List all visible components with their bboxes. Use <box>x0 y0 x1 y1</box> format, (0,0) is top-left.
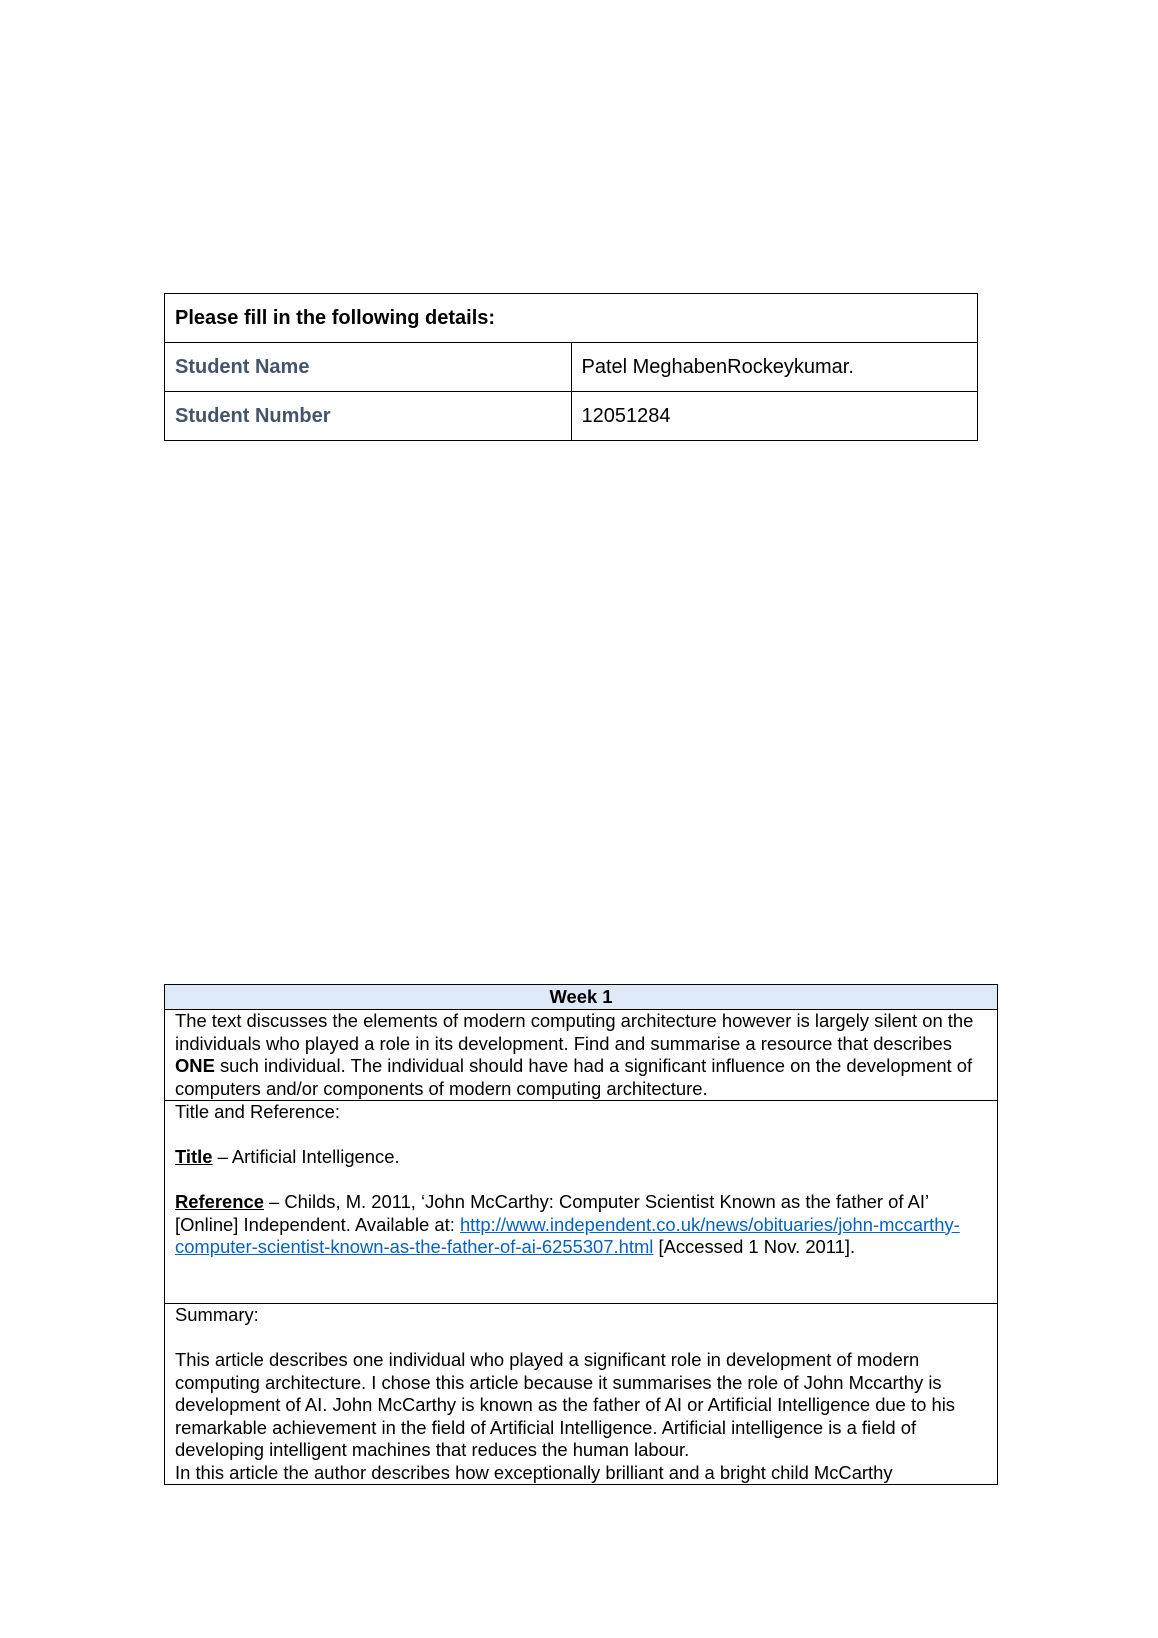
reference-line <box>175 1191 987 1259</box>
summary-paragraph-2: In this article the author describes how exceptionally brilliant and a bright child McCarthy <box>175 1461 893 1483</box>
details-heading: Please fill in the following details: <box>165 294 978 343</box>
week-header-row <box>165 985 998 1010</box>
reference-label: Reference <box>175 1191 264 1212</box>
prompt-text-part1: The text discusses the elements of modern computing architecture however is largely silent on the individuals who played a role in its development. Find and summarise a resource that describes <box>175 1010 974 1054</box>
title-reference-cell <box>165 1101 998 1304</box>
title-reference-heading: Title and Reference: <box>175 1101 340 1122</box>
prompt-text-part2: such individual. The individual should have had a significant influence on the development of computers and/or components of modern computing architecture. <box>175 1055 973 1099</box>
prompt-emphasis: ONE <box>175 1055 215 1076</box>
title-label: Title <box>175 1146 213 1167</box>
student-number-value: 12051284 <box>571 392 978 441</box>
student-name-row <box>165 343 978 392</box>
summary-paragraph-1: This article describes one individual who played a significant role in development of modern computing architecture. I chose this article because it summarises the role of John Mccarthy is development of AI. John McCarthy is known as the father of AI or Artificial Intelligence due to his remarkable achievement in the field of Artificial Intelligence. Artificial intelligence is a field of developing intelligent machines that reduces the human labour. <box>175 1349 955 1460</box>
reference-link[interactable]: http://www.independent.co.uk/news/obituaries/john-mccarthy-computer-scientist-known-as-the-father-of-ai-6255307.html <box>175 1213 960 1257</box>
student-details-table <box>164 293 978 441</box>
student-name-value: Patel MeghabenRockeykumar. <box>571 343 978 392</box>
title-text: – Artificial Intelligence. <box>212 1146 400 1167</box>
details-heading-row <box>165 294 978 343</box>
student-number-row <box>165 392 978 441</box>
prompt-cell <box>165 1010 998 1101</box>
week-header: Week 1 <box>165 985 998 1010</box>
student-name-label: Student Name <box>165 343 572 392</box>
title-line <box>175 1146 987 1169</box>
reference-text: – Childs, M. 2011, ‘John McCarthy: Computer Scientist Known as the father of AI’ [Online] Independent. Available at: <box>175 1191 929 1235</box>
title-reference-row <box>165 1101 998 1304</box>
prompt-text <box>175 1010 987 1100</box>
student-number-label: Student Number <box>165 392 572 441</box>
reference-tail: [Accessed 1 Nov. 2011]. <box>653 1236 856 1257</box>
week-1-table <box>164 984 998 1485</box>
prompt-row <box>165 1010 998 1101</box>
summary-row <box>165 1304 998 1485</box>
summary-cell <box>165 1304 998 1485</box>
summary-heading: Summary: <box>175 1304 259 1325</box>
